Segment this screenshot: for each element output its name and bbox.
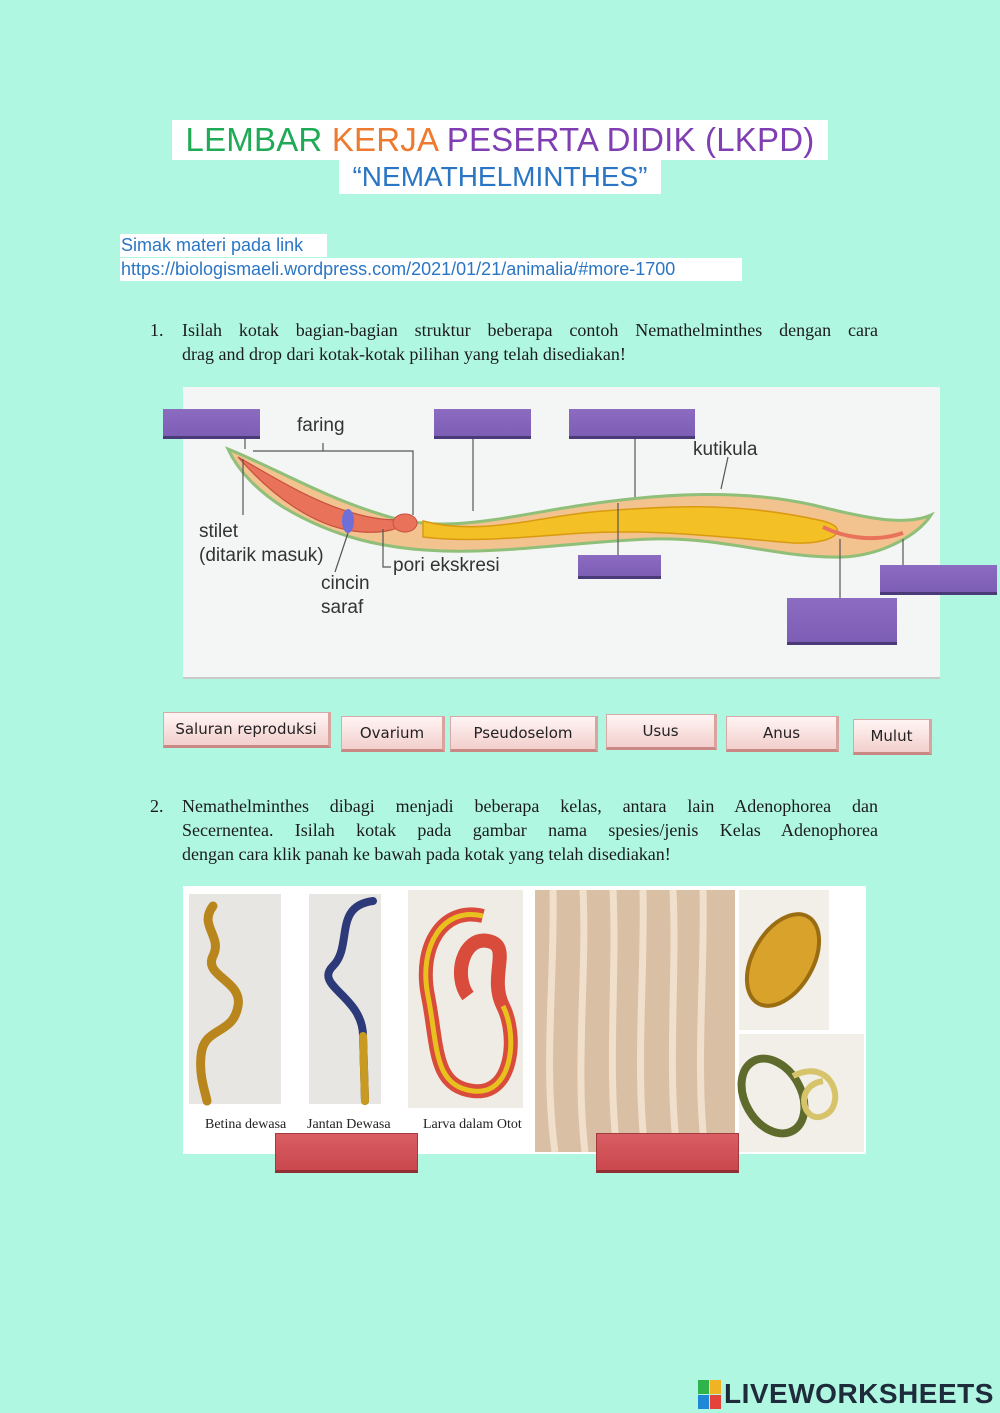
caption-jantan: Jantan Dewasa: [307, 1117, 391, 1132]
label-kutikula: kutikula: [693, 439, 758, 460]
page-subtitle: “NEMATHELMINTHES”: [352, 161, 648, 192]
drop-target-2[interactable]: [434, 409, 531, 439]
drop-target-4[interactable]: [578, 555, 661, 579]
question-2-number: 2.: [150, 796, 164, 816]
drop-target-5[interactable]: [880, 565, 997, 595]
drop-target-1[interactable]: [163, 409, 260, 439]
title-word-lembar: LEMBAR: [185, 121, 323, 158]
option-anus[interactable]: Anus: [726, 716, 839, 752]
label-cincin: cincin: [321, 573, 370, 594]
label-saraf: saraf: [321, 597, 364, 618]
title-word-kerja: KERJA: [331, 121, 438, 158]
option-saluran-reproduksi[interactable]: Saluran reproduksi: [163, 712, 331, 748]
option-mulut[interactable]: Mulut: [853, 719, 932, 755]
question-1-line-1: Isilah kotak bagian-bagian struktur beberapa contoh Nemathelminthes dengan cara: [182, 320, 878, 340]
option-ovarium[interactable]: Ovarium: [341, 716, 445, 752]
link-intro: Simak materi pada link: [121, 235, 304, 255]
question-1-line-2: drag and drop dari kotak-kotak pilihan yang telah disediakan!: [182, 344, 626, 364]
question-2-line-1: Nemathelminthes dibagi menjadi beberapa kelas, antara lain Adenophorea dan: [182, 796, 878, 816]
caption-larva: Larva dalam Otot: [423, 1117, 522, 1132]
drop-target-3[interactable]: [569, 409, 695, 439]
worm-bulb-shape: [393, 514, 417, 532]
drop-target-6[interactable]: [787, 598, 897, 645]
question-2-line-3: dengan cara klik panah ke bawah pada kotak yang telah disediakan!: [182, 844, 671, 864]
title-word-peserta: PESERTA DIDIK (LKPD): [446, 121, 815, 158]
liveworksheets-logo: [698, 1378, 994, 1410]
label-pori-ekskresi: pori ekskresi: [393, 555, 500, 576]
species-select-1[interactable]: [275, 1133, 418, 1173]
link-url[interactable]: https://biologismaeli.wordpress.com/2021/01/21/animalia/#more-1700: [121, 259, 676, 279]
species-select-2[interactable]: [596, 1133, 739, 1173]
caption-betina: Betina dewasa: [205, 1117, 287, 1132]
photo-male-worm-back: [363, 1036, 365, 1101]
label-ditarik: (ditarik masuk): [199, 545, 324, 566]
worm-nerve-ring-shape: [342, 509, 354, 533]
collage-illustration: [183, 886, 866, 1154]
adenophorea-photo-collage: [183, 886, 866, 1154]
label-faring: faring: [297, 415, 345, 436]
question-2-line-2: Secernentea. Isilah kotak pada gambar nama spesies/jenis Kelas Adenophorea: [182, 820, 878, 840]
label-stilet: stilet: [199, 521, 239, 542]
page-title: [0, 118, 1000, 162]
worm-body-shape: [228, 449, 931, 557]
question-1-number: 1.: [150, 320, 164, 340]
liveworksheets-logo-icon: [698, 1380, 721, 1409]
liveworksheets-logo-text: LIVEWORKSHEETS: [724, 1378, 994, 1409]
option-usus[interactable]: Usus: [606, 714, 717, 750]
option-pseudoselom[interactable]: Pseudoselom: [450, 716, 598, 752]
